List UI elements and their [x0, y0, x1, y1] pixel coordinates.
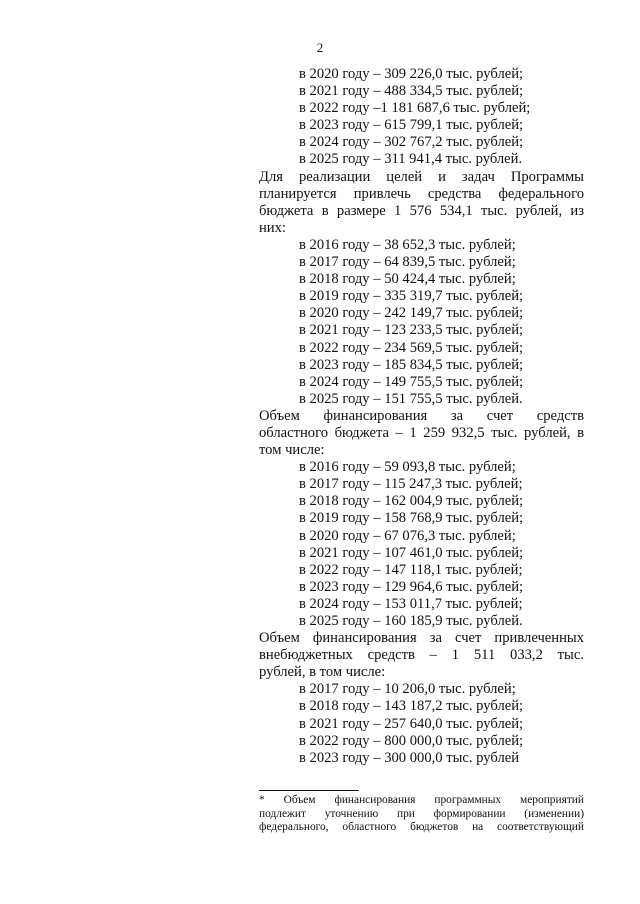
- extrabudget-list: [259, 681, 584, 766]
- footnote-line: подлежит уточнению при формировании (изменении): [259, 807, 584, 820]
- list-item: в 2023 году – 300 000,0 тыс. рублей: [299, 749, 520, 766]
- paragraph-line: Объем финансирования за счет средств: [259, 407, 584, 424]
- list-item: в 2018 году – 143 187,2 тыс. рублей;: [299, 698, 524, 715]
- list-item: в 2018 году – 50 424,4 тыс. рублей;: [299, 271, 516, 288]
- list-item: в 2020 году – 309 226,0 тыс. рублей;: [299, 66, 524, 82]
- list-item: в 2018 году – 162 004,9 тыс. рублей;: [299, 493, 524, 510]
- list-item: в 2020 году – 242 149,7 тыс. рублей;: [299, 305, 524, 322]
- federal-list: [259, 237, 584, 408]
- paragraph-line: Для реализации целей и задач Программы: [259, 168, 584, 185]
- footnote-divider: [259, 790, 359, 791]
- block-a-list: [259, 66, 584, 169]
- funding-text: [259, 66, 584, 767]
- paragraph-line: них:: [259, 219, 286, 236]
- paragraph-line: бюджета в размере 1 576 534,1 тыс. рублей, из: [259, 202, 584, 219]
- list-item: в 2022 году – 234 569,5 тыс. рублей;: [299, 339, 524, 356]
- paragraph-line: планируется привлечь средства федерального: [259, 185, 584, 202]
- paragraph-line: Объем финансирования за счет привлеченных: [259, 630, 584, 647]
- footnote-line: * Объем финансирования программных мероприятий: [259, 794, 584, 806]
- paragraph-line: областного бюджета – 1 259 932,5 тыс. рублей, в: [259, 424, 584, 441]
- paragraph-line: внебюджетных средств – 1 511 033,2 тыс.: [259, 647, 584, 664]
- list-item: в 2021 году – 257 640,0 тыс. рублей;: [299, 715, 524, 732]
- regional-list: [259, 459, 584, 630]
- list-item: в 2023 году – 129 964,6 тыс. рублей;: [299, 578, 524, 595]
- list-item: в 2016 году – 38 652,3 тыс. рублей;: [299, 236, 516, 253]
- list-item: в 2025 году – 151 755,5 тыс. рублей.: [299, 390, 523, 407]
- list-item: в 2024 году – 302 767,2 тыс. рублей;: [299, 134, 524, 151]
- page-number: 2: [316, 40, 324, 55]
- list-item: в 2024 году – 153 011,7 тыс. рублей;: [299, 595, 523, 612]
- list-item: в 2021 году – 107 461,0 тыс. рублей;: [299, 544, 524, 561]
- list-item: в 2022 году – 147 118,1 тыс. рублей;: [299, 561, 523, 578]
- list-item: в 2024 году – 149 755,5 тыс. рублей;: [299, 373, 524, 390]
- footnote-line: федерального, областного бюджетов на соответствующий: [259, 821, 584, 834]
- paragraph-line: том числе:: [259, 442, 325, 459]
- paragraph-line: рублей, в том числе:: [259, 664, 386, 681]
- extrabudget-paragraph: [259, 630, 584, 681]
- list-item: в 2019 году – 158 768,9 тыс. рублей;: [299, 510, 524, 527]
- list-item: в 2016 году – 59 093,8 тыс. рублей;: [299, 459, 516, 476]
- list-item: в 2017 году – 64 839,5 тыс. рублей;: [299, 254, 516, 271]
- footnote: [259, 790, 584, 835]
- list-item: в 2022 году – 800 000,0 тыс. рублей;: [299, 732, 524, 749]
- list-item: в 2020 году – 67 076,3 тыс. рублей;: [299, 527, 516, 544]
- list-item: в 2019 году – 335 319,7 тыс. рублей;: [299, 288, 524, 305]
- list-item: в 2025 году – 160 185,9 тыс. рублей.: [299, 613, 523, 629]
- list-item: в 2021 году – 488 334,5 тыс. рублей;: [299, 83, 524, 100]
- list-item: в 2021 году – 123 233,5 тыс. рублей;: [299, 322, 524, 339]
- list-item: в 2023 году – 615 799,1 тыс. рублей;: [299, 117, 524, 134]
- regional-paragraph: [259, 408, 584, 459]
- list-item: в 2025 году – 311 941,4 тыс. рублей.: [299, 151, 523, 168]
- list-item: в 2017 году – 10 206,0 тыс. рублей;: [299, 681, 516, 698]
- federal-paragraph: [259, 169, 584, 237]
- list-item: в 2022 году –1 181 687,6 тыс. рублей;: [299, 100, 531, 117]
- list-item: в 2017 году – 115 247,3 тыс. рублей;: [299, 476, 523, 493]
- list-item: в 2023 году – 185 834,5 тыс. рублей;: [299, 356, 524, 373]
